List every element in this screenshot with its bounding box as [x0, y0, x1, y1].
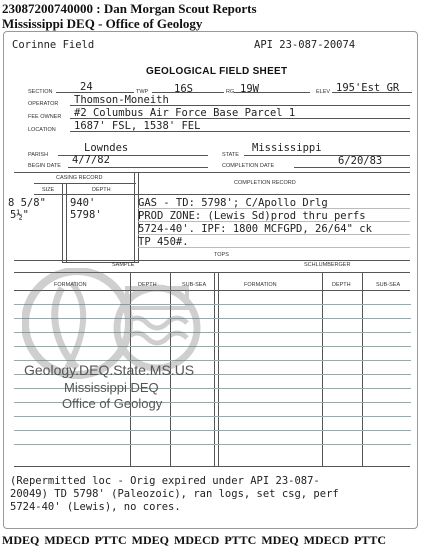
report-id-header: 23087200740000 : Dan Morgan Scout Reports	[2, 1, 257, 16]
casing-depth-1: 940'	[70, 197, 96, 209]
rg-label: RG	[226, 89, 235, 95]
schlumberger-label: SCHLUMBERGER	[304, 262, 351, 268]
remarks-line-1: (Repermitted loc - Orig expired under API 23-087-	[10, 475, 320, 487]
twp-label: TWP	[136, 89, 149, 95]
sheet-title: GEOLOGICAL FIELD SHEET	[146, 66, 288, 77]
operator-value: Thomson-Moneith	[74, 94, 169, 106]
operator-label: OPERATOR	[28, 101, 59, 107]
schlum-subsea-label: SUB-SEA	[376, 282, 401, 288]
rg-value: 19W	[240, 83, 259, 95]
field-sheet-card	[3, 31, 418, 529]
twp-value: 16S	[174, 83, 193, 95]
fee-owner-label: FEE OWNER	[28, 114, 62, 120]
size-label: SIZE	[42, 187, 55, 193]
sample-formation-label: FORMATION	[54, 282, 87, 288]
schlum-depth-label: DEPTH	[332, 282, 351, 288]
watermark-office: Office of Geology	[62, 396, 163, 411]
casing-size-1: 8 5/8"	[8, 197, 46, 209]
completion-line-4: TP 450#.	[138, 236, 189, 248]
begin-date-value: 4/7/82	[72, 154, 110, 166]
agency-header: Mississippi DEQ - Office of Geology	[2, 16, 203, 31]
parish-label: PARISH	[28, 152, 49, 158]
completion-date-label: COMPLETION DATE	[222, 163, 275, 169]
footer-agencies: MDEQ MDECD PTTC MDEQ MDECD PTTC MDEQ MDECD PTTC	[2, 533, 386, 547]
field-name: Corinne Field	[12, 39, 95, 51]
remarks-line-2: 20049) TD 5798' (Paleozoic), ran logs, set csg, perf	[10, 488, 339, 500]
location-label: LOCATION	[28, 127, 56, 133]
location-value: 1687' FSL, 1538' FEL	[74, 120, 201, 132]
elev-label: ELEV	[316, 89, 331, 95]
sample-depth-label: DEPTH	[138, 282, 157, 288]
schlum-formation-label: FORMATION	[244, 282, 277, 288]
sample-label: SAMPLE	[112, 262, 135, 268]
section-label: SECTION	[28, 89, 53, 95]
remarks-line-3: 5724-40' (Lewis), no cores.	[10, 501, 181, 513]
watermark-agency: Mississippi DEQ	[64, 380, 159, 395]
watermark-url: Geology.DEQ.State.MS.US	[24, 362, 195, 378]
api-number: API 23-087-20074	[254, 39, 356, 51]
casing-size-2: 5½"	[10, 209, 29, 221]
section-value: 24	[80, 81, 93, 93]
completion-line-2: PROD ZONE: (Lewis Sd)prod thru perfs	[138, 210, 366, 222]
sample-subsea-label: SUB-SEA	[182, 282, 207, 288]
depth-label: DEPTH	[92, 187, 111, 193]
completion-record-label: COMPLETION RECORD	[234, 180, 296, 186]
begin-date-label: BEGIN DATE	[28, 163, 61, 169]
fee-owner-value: #2 Columbus Air Force Base Parcel 1	[74, 107, 296, 119]
completion-date-value: 6/20/83	[338, 155, 383, 167]
casing-depth-2: 5798'	[70, 209, 102, 221]
completion-line-3: 5724-40'. IPF: 1800 MCFGPD, 26/64" ck	[138, 223, 372, 235]
state-value: Mississippi	[252, 142, 322, 154]
completion-line-1: GAS - TD: 5798'; C/Apollo Drlg	[138, 197, 328, 209]
state-label: STATE	[222, 152, 239, 158]
elev-value: 195'Est GR	[336, 82, 400, 94]
tops-label: TOPS	[214, 252, 229, 258]
parish-value: Lowndes	[84, 142, 129, 154]
casing-record-label: CASING RECORD	[56, 175, 103, 181]
